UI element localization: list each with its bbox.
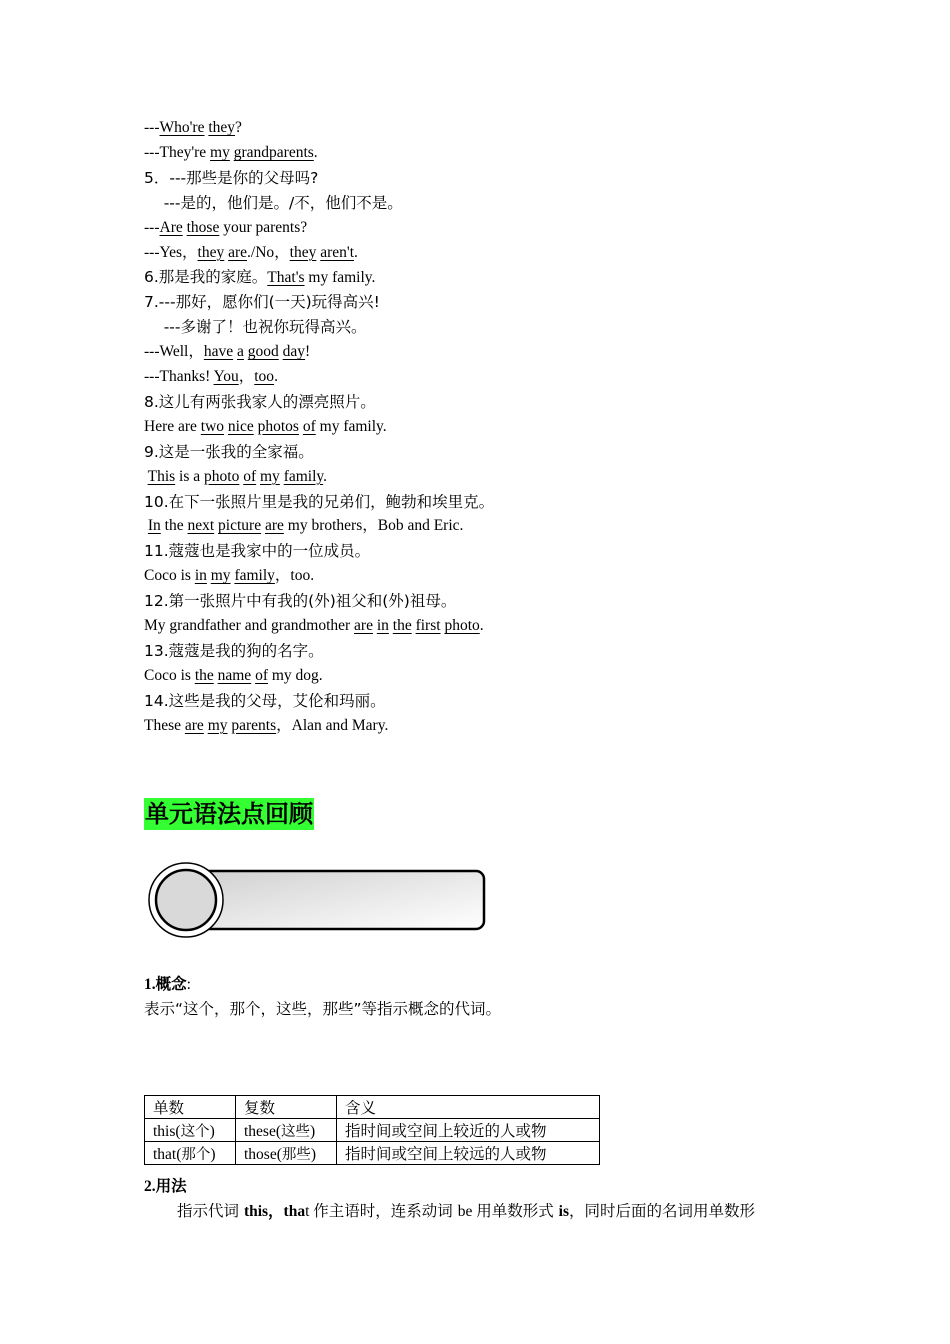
blank-answer: the [194,666,214,684]
sentence-line [144,218,307,238]
blank-answer: photo [204,467,240,485]
chinese-text: 12.第一张照片中有我的(外)祖父和(外)祖母。 [144,592,457,611]
blank-answer: first [415,617,441,634]
text-segment: ， [238,368,255,385]
chinese-text: ---是的，他们是。/不，他们不是。 [144,193,403,212]
blank-answer: Who're [159,119,205,136]
sentence-line [144,342,310,362]
text-segment: --- [144,218,160,236]
chinese-text: ，同时后面的名词用单数形 [569,1202,756,1220]
text-segment: Coco is [144,666,195,684]
decorative-banner [148,862,488,940]
text-segment: Coco is [144,567,195,585]
text-segment: my brothers，Bob and Eric. [283,517,464,535]
chinese-text: ---多谢了！也祝你玩得高兴。 [144,318,367,337]
text-segment: be [457,1203,477,1220]
blank-answer: those [186,218,220,236]
sentence-line [144,641,324,662]
blank-answer: grandparents [233,143,314,161]
blank-answer: of [243,467,257,485]
blank-answer: my [207,716,228,734]
blank-answer: too [254,368,275,385]
table-cell: that(那个) [145,1142,236,1165]
sentence-line [144,168,318,189]
text-segment: your parents? [219,218,308,236]
sentence-line [144,541,370,562]
table-cell: this(这个) [145,1119,236,1142]
text-segment: ，too. [274,567,315,585]
blank-answer: my [210,567,231,585]
demonstrative-pronoun-table [144,1095,600,1165]
sentence-line [144,392,376,413]
text-segment: ---Well， [144,343,204,361]
text-segment: the [160,517,188,535]
sentence-line [144,267,375,288]
blank-answer: This [147,467,176,485]
chinese-text: 7.---那好，愿你们(一天)玩得高兴! [144,293,380,312]
text-segment: . [313,143,318,161]
blank-answer: nice [227,417,254,435]
sentence-line [144,591,456,612]
blank-answer: they [208,119,236,136]
table-row [145,1119,600,1142]
text-segment: . [479,617,484,634]
blank-answer: are [184,716,204,734]
blank-answer: they [197,243,225,261]
sentence-line [144,691,386,712]
blank-answer: good [247,343,279,361]
chinese-text: 指示代词 [177,1202,244,1220]
blank-answer: family [234,567,275,585]
chinese-text: 作主语时，连系动词 [313,1202,458,1220]
sentence-line [144,492,494,513]
text-segment: . [274,368,278,385]
chinese-text: 8.这儿有两张我家人的漂亮照片。 [144,392,376,411]
chinese-text: 11.蔻蔻也是我家中的一位成员。 [144,542,371,561]
blank-answer: photo [444,617,480,634]
usage-text [177,1201,755,1222]
sentence-line [144,417,387,437]
blank-answer: my [210,143,230,161]
blank-answer: Are [159,218,183,236]
table-header-cell: 复数 [236,1096,337,1119]
blank-answer: a [237,343,244,361]
concept-heading: 1.概念: [144,975,191,993]
chinese-text: 13.蔻蔻是我的狗的名字。 [144,641,324,660]
blank-answer: family [283,467,324,485]
table-header-cell: 单数 [145,1096,236,1119]
sentence-line [144,317,367,338]
blank-answer: my [260,467,280,485]
chinese-text: 5．---那些是你的父母吗? [144,168,319,187]
chinese-text: 用单数形式 [476,1202,559,1220]
text-segment: --- [144,119,160,136]
sentence-line [144,193,403,214]
blank-answer: are [264,517,284,535]
text-segment: Here are [144,417,201,435]
blank-answer: In [147,517,161,535]
sentence-line [144,616,484,636]
bold-text: this，tha [243,1203,306,1220]
blank-answer: in [194,567,207,585]
blank-answer: are [228,243,248,261]
text-segment: my dog. [268,666,323,684]
table-row [145,1142,600,1165]
text-segment: ---Yes， [144,243,198,261]
bold-text: is [558,1203,570,1220]
text-segment: my family. [315,417,387,435]
sentence-line [144,143,318,163]
table-cell: those(那些) [236,1142,337,1165]
table-header-row [145,1096,600,1119]
section-heading: 单元语法点回顾 [145,800,313,828]
text-segment: ---They're [144,143,211,161]
blank-answer: the [392,617,412,634]
text-segment: These [144,716,185,734]
chinese-text: 14.这些是我的父母，艾伦和玛丽。 [144,691,386,710]
blank-answer: name [217,666,252,684]
text-segment: ，Alan and Mary. [276,716,389,734]
blank-answer: picture [218,517,262,535]
text-segment: my family. [304,269,376,287]
blank-answer: photos [257,417,299,435]
chinese-text: 10.在下一张照片里是我的兄弟们，鲍勃和埃里克。 [144,492,495,511]
text-segment: . [323,467,328,485]
table-cell: 指时间或空间上较远的人或物 [337,1142,600,1165]
text-segment: ? [235,119,242,136]
blank-answer: have [203,343,234,361]
chinese-text: 9.这是一张我的全家福。 [144,442,314,461]
table-cell: these(这些) [236,1119,337,1142]
text-segment: My grandfather and grandmother [144,617,355,634]
sentence-line [144,367,278,387]
text-segment: ! [305,343,311,361]
blank-answer: of [255,666,268,684]
concept-text: 表示“这个，那个，这些，那些”等指示概念的代词。 [144,1000,502,1018]
blank-answer: are [354,617,373,634]
blank-answer: next [187,517,215,535]
sentence-line [144,442,314,463]
text-segment: ---Thanks! [144,368,214,385]
table-cell: 指时间或空间上较近的人或物 [337,1119,600,1142]
sentence-line [144,118,242,138]
usage-heading: 2.用法 [144,1177,187,1195]
text-segment: t [305,1203,314,1220]
text-segment: is a [175,467,205,485]
sentence-line [144,566,314,586]
blank-answer: day [282,343,306,361]
blank-answer: of [302,417,316,435]
chinese-text: 6.那是我的家庭。 [144,268,268,287]
blank-answer: That's [267,269,305,287]
blank-answer: two [200,417,225,435]
sentence-line [144,516,463,536]
sentence-line [144,467,327,487]
blank-answer: in [376,617,389,634]
blank-answer: parents [231,716,277,734]
sentence-line [144,716,388,736]
sentence-line [144,243,358,263]
blank-answer: You [213,368,239,385]
blank-answer: they [289,243,317,261]
table-header-cell: 含义 [337,1096,600,1119]
sentence-line [144,666,323,686]
text-segment: . [354,243,358,261]
sentence-line [144,292,380,313]
blank-answer: aren't [320,243,355,261]
text-segment: ./No， [247,243,290,261]
